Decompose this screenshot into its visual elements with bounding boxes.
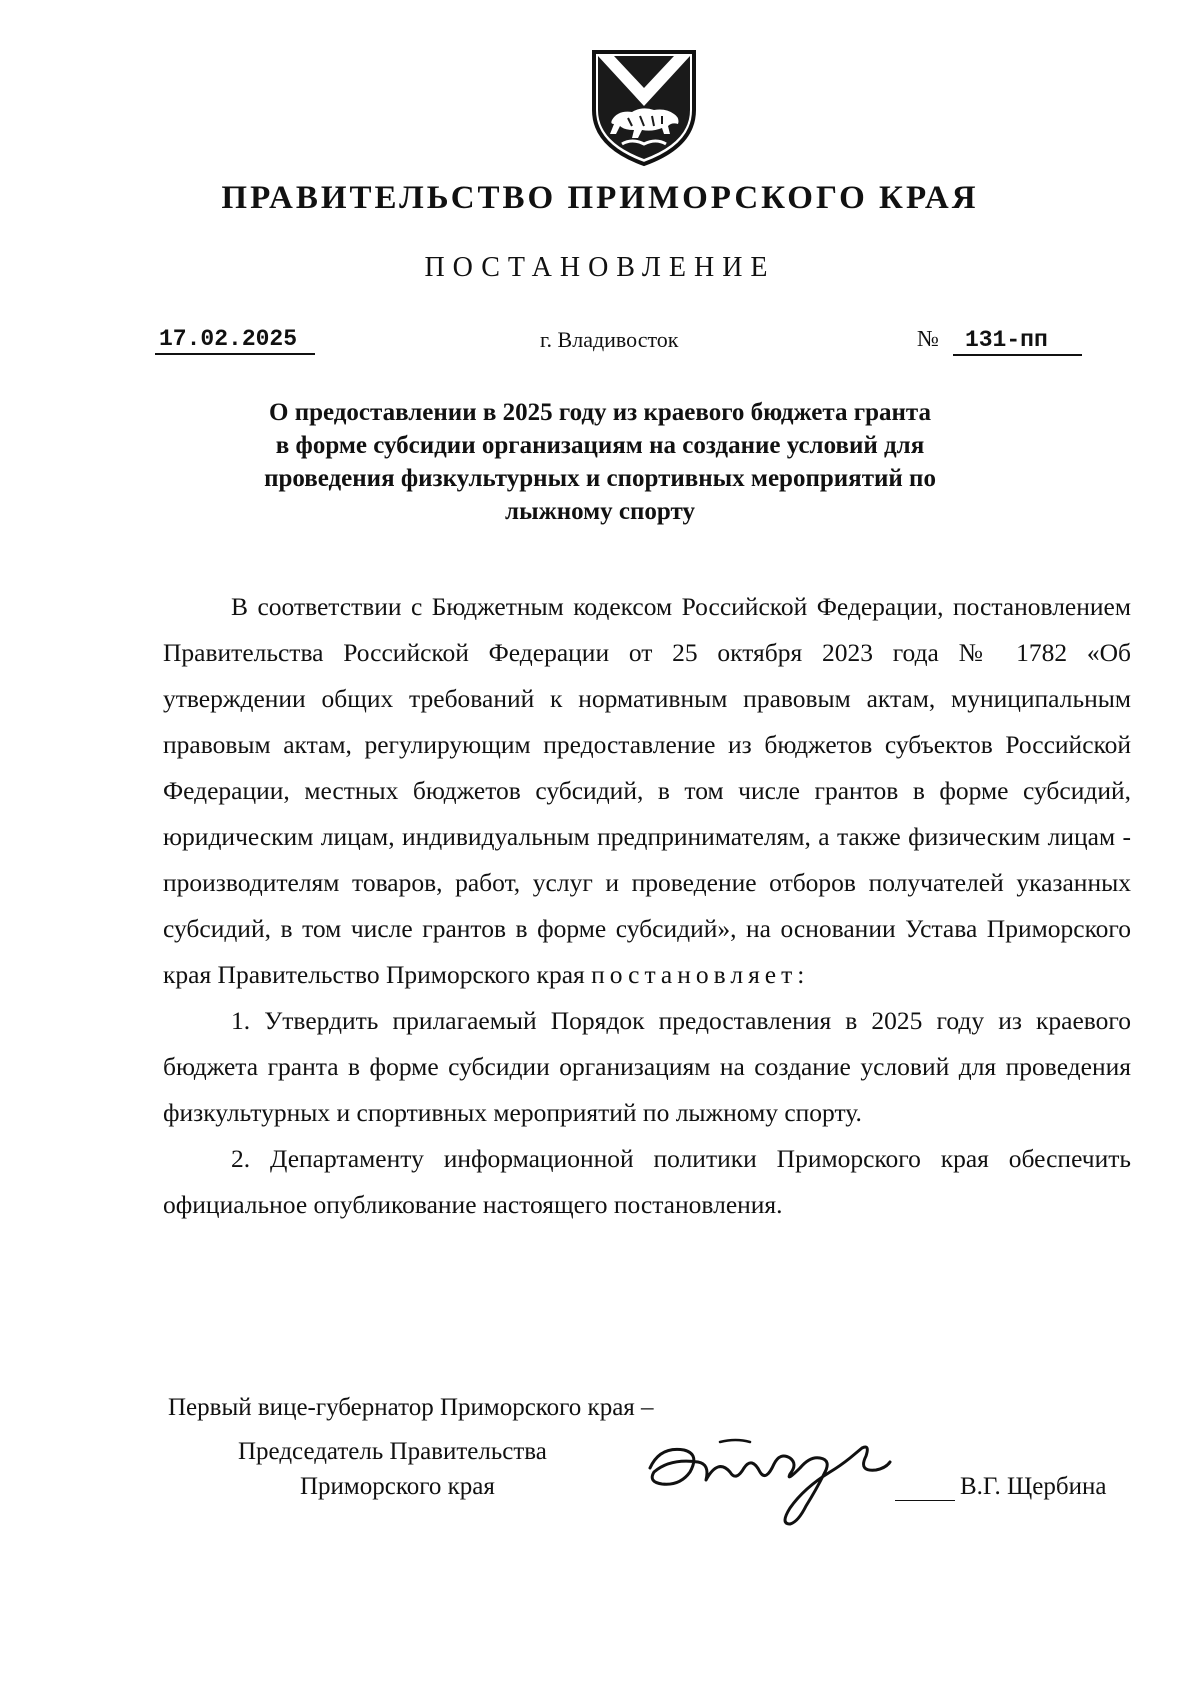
- document-body: [163, 584, 1131, 1228]
- document-number-block: [917, 325, 1082, 356]
- signatory-name: В.Г. Щербина: [960, 1473, 1107, 1500]
- signatory-title-line-1: Первый вице-губернатор Приморского края –: [168, 1394, 654, 1421]
- signatory-title-line-2: Председатель Правительства: [238, 1438, 547, 1465]
- item-1-paragraph: 1. Утвердить прилагаемый Порядок предоставления в 2025 году из краевого бюджета гранта в форме субсидии организациям на создание условий для проведения физкультурных и спортивных мероприятий по лыжному спорту.: [163, 1006, 1131, 1127]
- document-kind: ПОСТАНОВЛЕНИЕ: [424, 252, 776, 283]
- resolves-word: постановляет:: [591, 960, 810, 989]
- subject-line: лыжному спорту: [505, 498, 695, 525]
- signature-rule: [895, 1500, 955, 1501]
- subject-line: проведения физкультурных и спортивных мероприятий по: [264, 465, 936, 492]
- document-date: 17.02.2025: [155, 325, 315, 355]
- government-title: ПРАВИТЕЛЬСТВО ПРИМОРСКОГО КРАЯ: [221, 180, 979, 216]
- preamble-text: В соответствии с Бюджетным кодексом Российской Федерации, постановлением Правительства Российской Федерации от 25 октября 2023 года № 1782 «Об утверждении общих требований к нормативным правовым актам, муниципальным правовым актам, регулирующим предоставление из бюджетов субъектов Российской Федерации, местных бюджетов субсидий, в том числе грантов в форме субсидий, юридическим лицам, индивидуальным предпринимателям, а также физическим лицам - производителям товаров, работ, услуг и проведение отборов получателей указанных субсидий, в том числе грантов в форме субсидий», на основании Устава Приморского края Правительство Приморского края: [163, 592, 1131, 989]
- document-city: г. Владивосток: [540, 327, 679, 352]
- subject-line: О предоставлении в 2025 году из краевого бюджета гранта: [269, 399, 931, 426]
- signatory-title-line-3: Приморского края: [300, 1473, 495, 1500]
- item-2-paragraph: 2. Департаменту информационной политики Приморского края обеспечить официальное опубликование настоящего постановления.: [163, 1144, 1131, 1219]
- primorsky-krai-coat-of-arms-icon: [588, 48, 700, 168]
- number-sign: №: [917, 326, 939, 351]
- handwritten-signature: [640, 1428, 910, 1538]
- document-subject: [200, 396, 1000, 528]
- preamble-paragraph: [163, 584, 1131, 998]
- subject-line: в форме субсидии организациям на создание условий для: [275, 432, 925, 459]
- document-number: 131-пп: [953, 326, 1082, 356]
